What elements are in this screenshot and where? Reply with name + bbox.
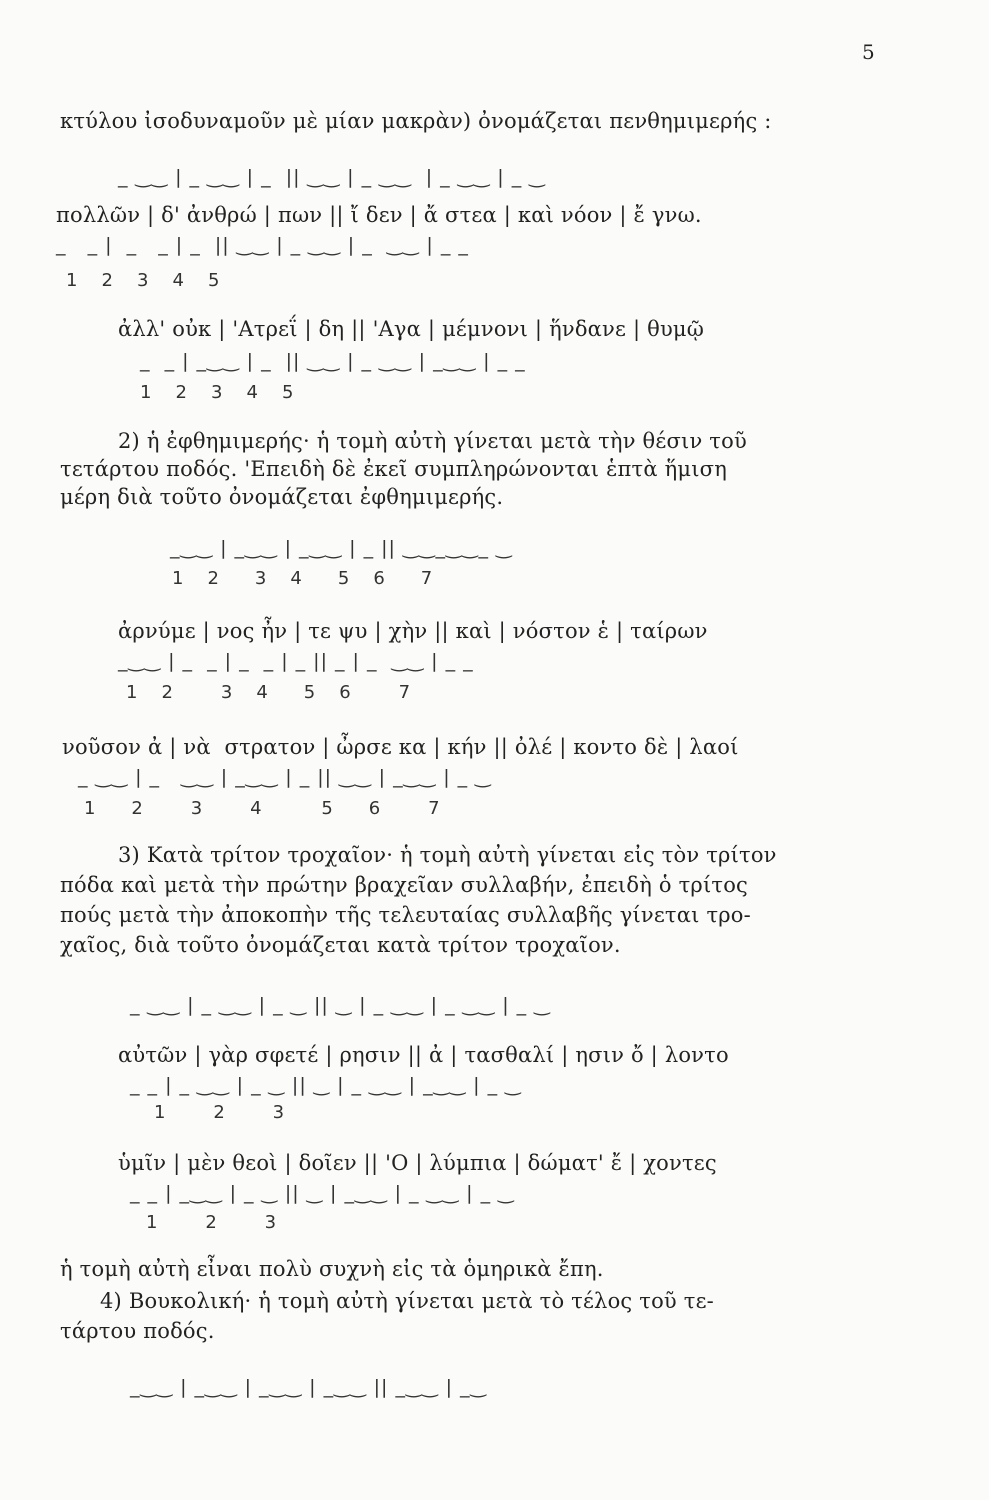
verse-scheme: _ _ | _‿‿ | _ ‿ || ‿ | _‿‿ | _ ‿‿ | _ ‿ (130, 1182, 515, 1204)
verse-line: πολλῶν | δ' ἀνθρώ | πων || ἴ δεν | ἄ στεα | καὶ νόον | ἔ γνω. (56, 203, 702, 227)
verse-scheme: _ _ | _ _ | _ || ‿‿ | _ ‿‿ | _ ‿‿ | _ _ (56, 234, 469, 256)
verse-line: ἀλλ' οὐκ | 'Ατρεΐ | δη || 'Αγα | μέμνονι | ἥνδανε | θυμῷ (118, 317, 705, 341)
verse-line: νοῦσον ἀ | νὰ στρατον | ὦρσε κα | κήν || ὀλέ | κοντο δὲ | λαοί (62, 735, 739, 759)
paragraph-line: 3) Κατὰ τρίτον τροχαῖον· ἡ τομὴ αὐτὴ γίνεται εἰς τὸν τρίτον (118, 843, 777, 867)
foot-numbers: 1 2 3 4 5 6 7 (172, 568, 433, 589)
foot-numbers: 1 2 3 4 5 6 7 (126, 682, 411, 703)
intro-line: κτύλου ἰσοδυναμοῦν μὲ μίαν μακρὰν) ὀνομάζεται πενθημιμερής : (60, 109, 772, 133)
paragraph-line: μέρη διὰ τοῦτο ὀνομάζεται ἐφθημιμερής. (60, 485, 504, 509)
foot-numbers: 1 2 3 (146, 1212, 277, 1233)
metric-scheme: _ ‿‿ | _ ‿‿ | _ ‿ || ‿ | _ ‿‿ | _ ‿‿ | _ ‿ (130, 994, 551, 1016)
verse-scheme: _ _ | _ ‿‿ | _ ‿ || ‿ | _ ‿‿ | _‿‿ | _ ‿ (130, 1074, 522, 1096)
paragraph-line: 2) ἡ ἐφθημιμερής· ἡ τομὴ αὐτὴ γίνεται μετὰ τὴν θέσιν τοῦ (118, 429, 747, 453)
page-number: 5 (862, 40, 875, 64)
foot-numbers: 1 2 3 (154, 1102, 285, 1123)
paragraph-line: πόδα καὶ μετὰ τὴν πρώτην βραχεῖαν συλλαβήν, ἐπειδὴ ὁ τρίτος (60, 873, 749, 897)
paragraph-line: χαῖος, διὰ τοῦτο ὀνομάζεται κατὰ τρίτον τροχαῖον. (60, 933, 621, 957)
verse-line: ὑμῖν | μὲν θεοὶ | δοῖεν || 'Ο | λύμπια | δώματ' ἔ | χοντες (118, 1151, 717, 1175)
metric-scheme: _‿‿ | _‿‿ | _‿‿ | _‿‿ || _‿‿ | _‿ (130, 1376, 487, 1398)
paragraph-line: 4) Βουκολική· ἡ τομὴ αὐτὴ γίνεται μετὰ τὸ τέλος τοῦ τε- (100, 1289, 714, 1313)
closing-line: ἡ τομὴ αὐτὴ εἶναι πολὺ συχνὴ εἰς τὰ ὁμηρικὰ ἔπη. (60, 1257, 604, 1281)
paragraph-line: τάρτου ποδός. (60, 1319, 215, 1343)
metric-scheme: _ ‿‿ | _ ‿‿ | _ || ‿‿ | _ ‿‿ | _ ‿‿ | _ ‿ (118, 166, 546, 188)
paragraph-line: τετάρτου ποδός. 'Επειδὴ δὲ ἐκεῖ συμπληρώνονται ἑπτὰ ἥμιση (60, 457, 727, 481)
verse-line: αὐτῶν | γὰρ σφετέ | ρησιν || ἀ | τασθαλί | ησιν ὄ | λοντο (118, 1043, 729, 1067)
verse-scheme: _‿‿ | _ _ | _ _ | _ || _ | _ ‿‿ | _ _ (118, 650, 474, 672)
verse-scheme: _ ‿‿ | _ ‿‿ | _‿‿ | _ || ‿‿ | _‿‿ | _ ‿ (78, 766, 492, 788)
foot-numbers: 1 2 3 4 5 6 7 (84, 798, 440, 819)
metric-scheme: _‿‿ | _‿‿ | _‿‿ | _ || ‿‿_‿‿_ ‿ (170, 537, 513, 559)
verse-scheme: _ _ | _‿‿ | _ || ‿‿ | _ ‿‿ | _‿‿ | _ _ (140, 350, 526, 372)
foot-numbers: 1 2 3 4 5 (66, 270, 220, 291)
verse-line: ἀρνύμε | νος ἦν | τε ψυ | χὴν || καὶ | νόστον ἑ | ταίρων (118, 619, 708, 643)
paragraph-line: πούς μετὰ τὴν ἀποκοπὴν τῆς τελευταίας συλλαβῆς γίνεται τρο- (60, 903, 751, 927)
foot-numbers: 1 2 3 4 5 (140, 382, 294, 403)
